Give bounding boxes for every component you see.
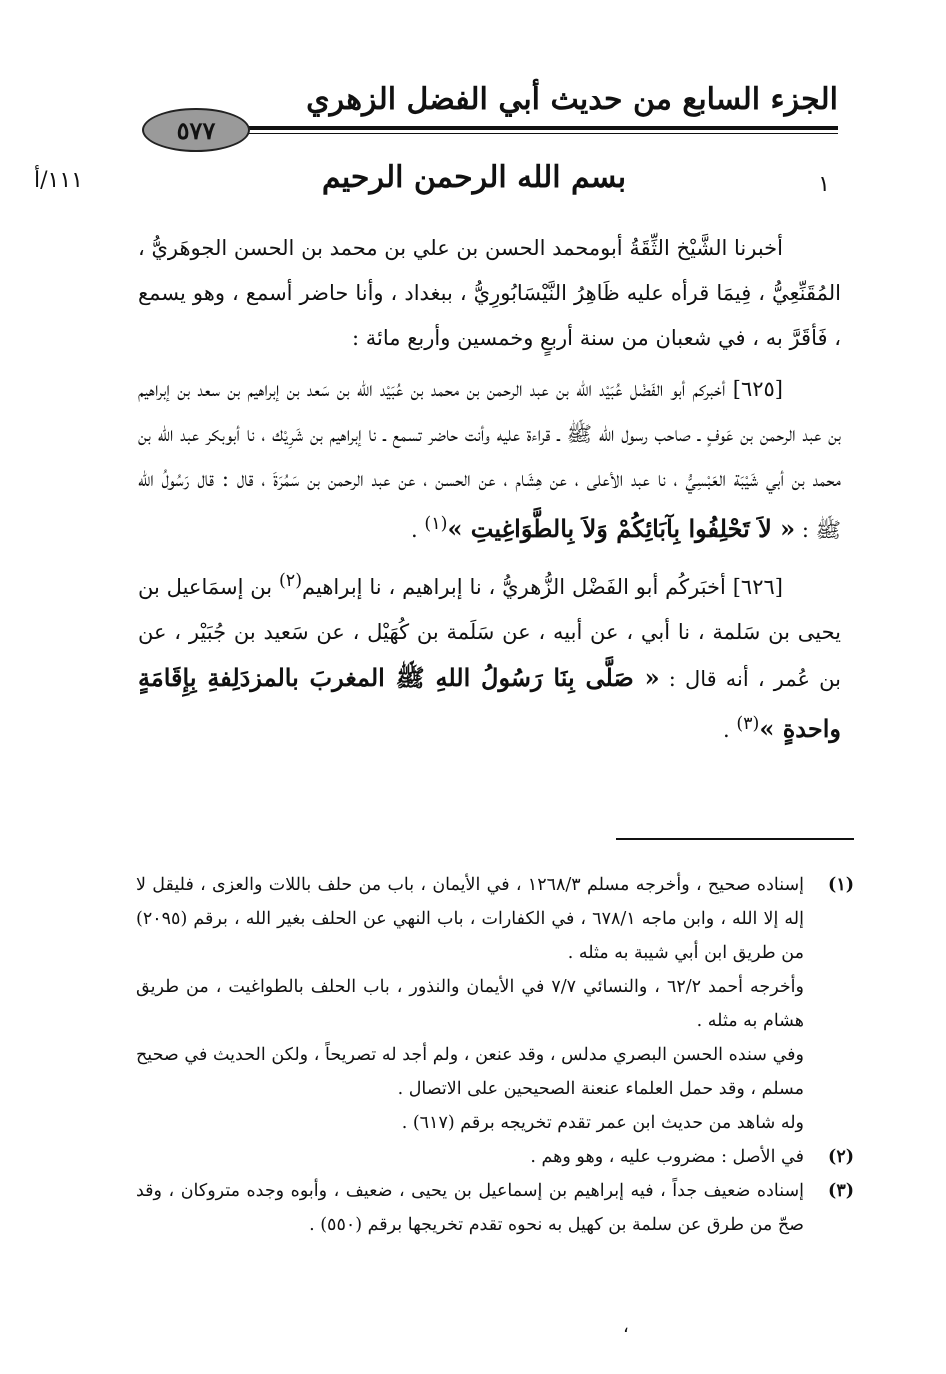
- hadith-626-end: .: [722, 718, 730, 742]
- hadith-625-isnad: أخبركم أبو الفَضْل عُبَيْد الله بن عبد الرحمن بن محمد بن عُبَيْد الله بن سَعد بن إبراهيم بن سعد بن إبراهيم بن عبد الرحمن بن عَوفٍ ـ صاحب رسول الله ﷺ ـ قراءة عليه وأنت حاضر تسمع ـ نا إبراهيم بن شَرِيْك ، نا أبوبكر عبد الله بن محمد بن أبي شَيْبَة العَبْسِيُّ ، نا عبد الأعلى ، عن هِشَام ، عن الحسن ، عن عبد الرحمن بن سَمُرَةَ ، قال : قال رَسُولُ الله ﷺ :: [138, 377, 841, 542]
- footnote-number: (٣): [828, 1181, 854, 1201]
- footnote-number: (٢): [828, 1147, 854, 1167]
- footnote-ref-1: (١): [424, 514, 448, 534]
- hadith-626: [138, 559, 841, 753]
- running-title: الجزء السابع من حديث أبي الفضل الزهري: [306, 82, 838, 117]
- main-text: [138, 226, 841, 759]
- hadith-626-isnad-b: بن إسمَاعيل بن يحيى بن سَلمة ، نا أبي ، عن أبيه ، عن سَلَمة بن كُهَيْل ، عن سَعيد بن جُبَيْر ، عن بن عُمر ، أنه قال :: [138, 575, 841, 691]
- end-mark: ،: [623, 1316, 629, 1337]
- footnotes: [136, 868, 854, 1242]
- footnote-line: في الأصل : مضروب عليه ، وهو وهم .: [530, 1147, 804, 1167]
- footnote-2: [136, 1140, 854, 1174]
- header-rule: [222, 126, 838, 134]
- folio-reference: ١١١/أ: [34, 168, 83, 193]
- intro-text: أخبرنا الشَّيْخ الثِّقَةُ أبومحمد الحسن بن علي بن محمد بن الحسن الجوهَريُّ ، المُقَنِّعِيُّ ، فِيمَا قرأه عليه ظَاهِرُ النَّيْسَابُورِيُّ ، ببغداد ، وأنا حاضر أسمع ، وهو يسمع ، فَأقَرَّ به ، في شعبان من سنة أربعٍ وخمسين وأربع مائة :: [138, 236, 841, 350]
- footnote-3: [136, 1174, 854, 1242]
- hadith-626-isnad-a: أخبَركُم أبو الفَضْل الزُّهريُّ ، نا إبراهيم ، نا إبراهيم: [302, 575, 726, 599]
- footnote-ref-2: (٢): [278, 571, 303, 591]
- hadith-626-matn: « صَلَّى بِنَا رَسُولُ اللهِ ﷺ المغربَ بالمزدَلِفةِ بِإِقَامَةٍ واحدةٍ »: [138, 663, 841, 743]
- hadith-625: [138, 367, 841, 553]
- footnote-line: وله شاهد من حديث ابن عمر تقدم تخريجه برقم (٦١٧) .: [401, 1113, 804, 1133]
- footnote-line: وأخرجه أحمد ٦٢/٢ ، والنسائي ٧/٧ في الأيمان والنذور ، باب الحلف بالطواغيت ، من طريق هشام به مثله .: [136, 977, 804, 1031]
- footnote-1: [136, 868, 854, 1140]
- footnote-line: إسناده ضعيف جداً ، فيه إبراهيم بن إسماعيل بن يحيى ، ضعيف ، وأبوه وجده متروكان ، وقد صحّ من طرق عن سلمة بن كهيل به نحوه تقدم تخريجها برقم (٥٥٠) .: [136, 1181, 804, 1235]
- footnote-line: وفي سنده الحسن البصري مدلس ، وقد عنعن ، ولم أجد له تصريحاً ، ولكن الحديث في صحيح مسلم ، وقد حمل العلماء عنعنة الصحيحين على الاتصال .: [136, 1045, 804, 1099]
- footnote-body: [136, 1140, 804, 1174]
- hadith-626-number: [٦٢٦]: [732, 575, 783, 599]
- footnote-body: [136, 1174, 804, 1242]
- hadith-625-matn: « لاَ تَحْلِفُوا بِآبَائِكُمْ وَلاَ بِالطَّوَاغِيتِ »: [447, 514, 796, 543]
- page-number-badge: [142, 108, 250, 152]
- isnad-introduction: [138, 226, 841, 361]
- footnote-body: [136, 868, 804, 1140]
- footnote-ref-3: (٣): [736, 714, 760, 734]
- hadith-625-number: [٦٢٥]: [732, 377, 783, 401]
- basmala: بسم الله الرحمن الرحيم: [321, 160, 627, 195]
- page-number: ٥٧٧: [176, 115, 216, 145]
- footnote-line: إسناده صحيح ، وأخرجه مسلم ١٢٦٨/٣ ، في الأيمان ، باب من حلف باللات والعزى ، فليقل لا إله إلا الله ، وابن ماجه ٦٧٨/١ ، في الكفارات ، باب النهي عن الحلف بغير الله ، برقم (٢٠٩٥) من طريق ابن أبي شيبة به مثله .: [136, 875, 805, 963]
- manuscript-marker: ١: [818, 172, 830, 197]
- footnote-number: (١): [828, 875, 854, 895]
- hadith-625-end: .: [411, 518, 418, 542]
- footnote-separator: [616, 838, 854, 840]
